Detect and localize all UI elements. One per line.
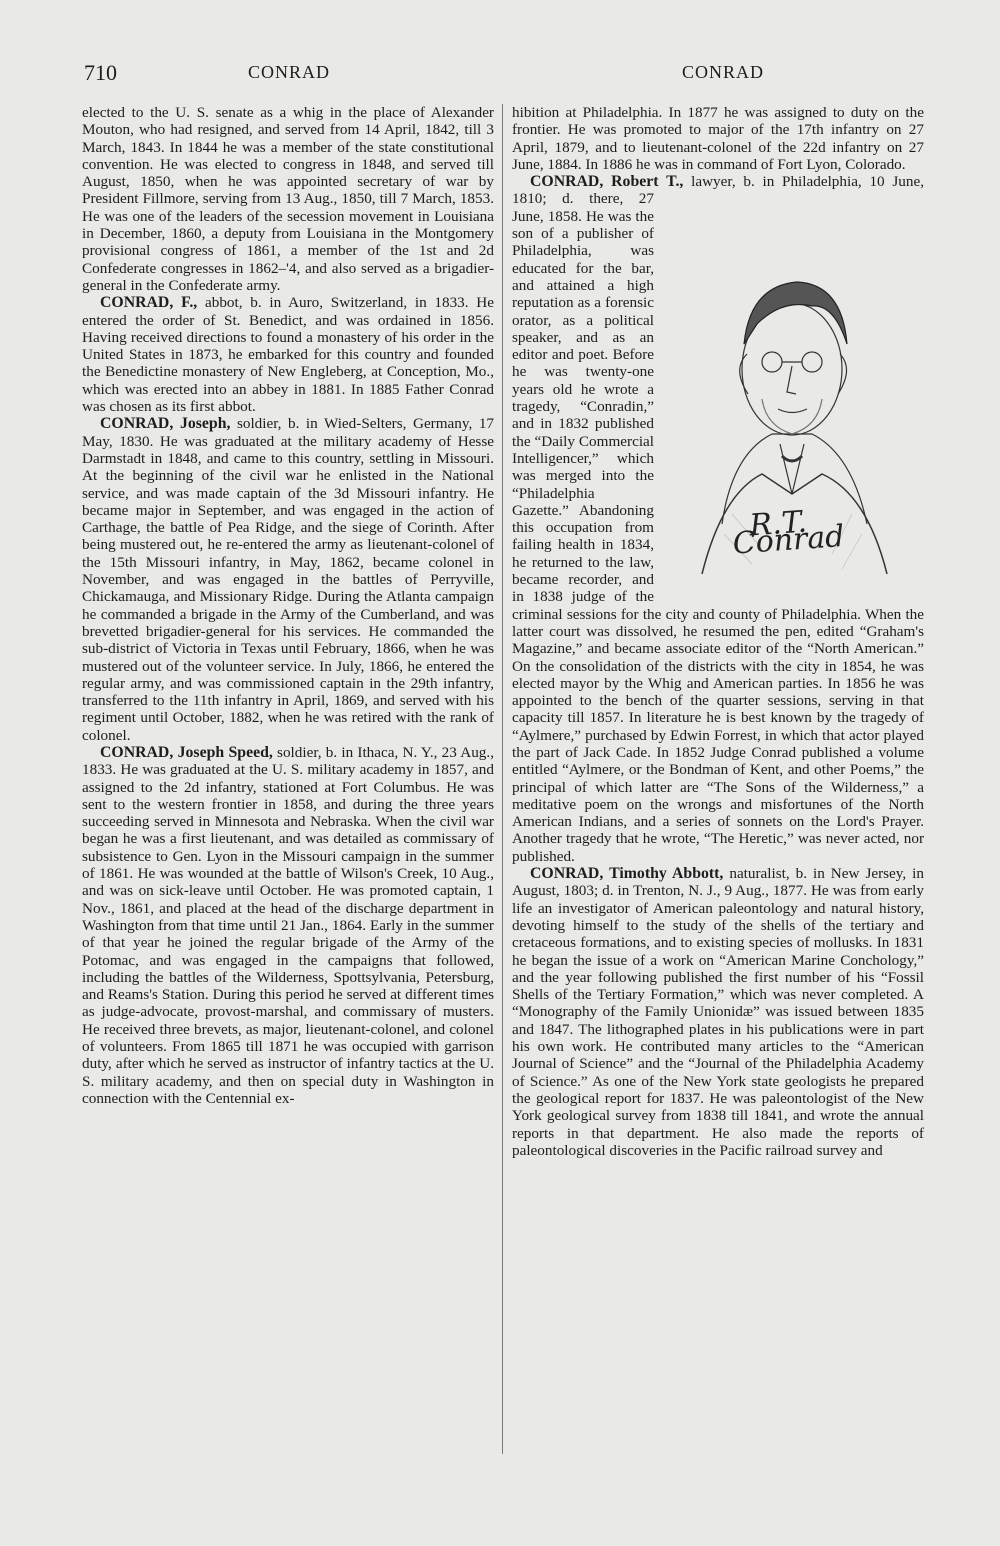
entry-conrad-timothy xyxy=(512,865,924,1159)
entry-conrad-robert xyxy=(512,173,924,865)
entry-headword: CONRAD, Joseph, xyxy=(100,415,231,433)
running-header xyxy=(72,60,928,90)
continued-entry: elected to the U. S. senate as a whig in the place of Alexander Mouton, who had resigned, and served from 14 April, 1842, till 3 March, 1843. In 1844 he was a member of the state constitutional convention. He was elected to congress in 1848, and served till August, 1850, when he was appointed secretary of war by President Fillmore, serving from 13 Aug., 1850, till 7 March, 1853. He was one of the leaders of the secession movement in Louisiana in December, 1860, a deputy from Louisiana in the Montgomery provisional congress of 1861, a member of the 1st and 2d Confederate congresses in 1862–'4, and also served as a brigadier-general in the Confederate army. xyxy=(82,104,494,294)
right-column xyxy=(512,104,924,1159)
page-number: 710 xyxy=(84,60,117,85)
continued-entry: hibition at Philadelphia. In 1877 he was assigned to duty on the frontier. He was promoted to major of the 17th infantry on 27 April, 1879, and to lieutenant-colonel of the 22d infantry on 27 June, 1884. In 1886 he was in command of Fort Lyon, Colorado. xyxy=(512,104,924,173)
entry-text: abbot, b. in Auro, Switzerland, in 1833. He entered the order of St. Benedict, and was ordained in 1856. Having received directions to found a monastery of his order in the United States in 1873, he embarked for this country and founded the Benedictine monastery of New Engleberg, at Conception, Mo., which was erected into an abbey in 1881. In 1885 Father Conrad was chosen as its first abbot. xyxy=(82,294,495,416)
entry-headword: CONRAD, Joseph Speed, xyxy=(100,743,273,761)
entry-headword: CONRAD, F., xyxy=(100,294,198,312)
right-running-title: CONRAD xyxy=(682,62,765,82)
portrait-engraving xyxy=(662,194,924,582)
entry-text: soldier, b. in Wied-Selters, Germany, 17 May, 1830. He was graduated at the military academy of Hesse Darmstadt in 1848, and came to this country, settling in Missouri. At the beginning of the civil war he enlisted in the National service, and was made captain of the 3d Missouri infantry. He became major in September, and was engaged in the action of Carthage, the battle of Pea Ridge, and the siege of Corinth. After being mustered out, he re-entered the army as lieutenant-colonel of the 15th Missouri infantry, in May, 1862, became colonel in November, and was engaged in the battles of Perryville, Chickamauga, and Missionary Ridge. During the Atlanta campaign he commanded a brigade in the Army of the Cumberland, and was brevetted brigadier-general for his services. He commanded the sub-district of Victoria in Texas until February, 1866, when he was mustered out of the volunteer service. In July, 1866, he entered the regular army, and was commissioned captain in the 29th infantry, transferred to the 11th infantry in April, 1869, and served with his regiment until October, 1882, when he was retired with the rank of colonel. xyxy=(82,415,495,744)
entry-text: lawyer, b. in Philadelphia, 10 June, 1810; d. there, 27 June, 1858. He was the son of a publisher of Philadelphia, was educated for the bar, and attained a high reputation as a forensic orator, as a political speaker, and as an editor and poet. Before he was twenty-one years old he wrote a tragedy, “Conradin,” and in 1832 published the “Daily Commercial Intelligencer,” which was merged into the “Philadelphia Gazette.” Abandoning this occupation from failing health in 1834, he returned to the law, became recorder, and in 1838 judge of the criminal sessions for the city and county of Philadelphia. When the latter court was dissolved, he resumed the pen, edited “Graham's Magazine,” and became associate editor of the “North American.” On the consolidation of the districts with the city in 1854, he was elected mayor by the Whig and American parties. In 1856 he was appointed to the bench of the quarter sessions, serving in that capacity till 1857. In literature he is best known by the tragedy of “Aylmere,” purchased by Edwin Forrest, in which that actor played the part of Jack Cade. In 1852 Judge Conrad published a volume entitled “Aylmere, or the Bondman of Kent, and other Poems,” the principal of which latter are “The Sons of the Wilderness,” a meditative poem on the wrongs and misfortunes of the North American Indians, and a series of sonnets on the Lord's Prayer. Another tragedy that he wrote, “The Heretic,” was never acted, nor published. xyxy=(512,173,925,865)
signature: R.T. Conrad xyxy=(731,504,846,563)
entry-conrad-f xyxy=(82,294,494,415)
entry-text: soldier, b. in Ithaca, N. Y., 23 Aug., 1833. He was graduated at the U. S. military academy in 1857, and assigned to the 2d infantry, stationed at Fort Columbus. He was sent to the western frontier in 1858, and during the three years succeeding served in Minnesota and Nebraska. When the civil war began he was a first lieutenant, and was detailed as commissary of subsistence to Gen. Lyon in the Missouri campaign in the summer of 1861. He was wounded at the battle of Wilson's Creek, 10 Aug., and was on sick-leave until October. He was promoted captain, 1 Nov., 1861, and placed at the head of the discharge department in Washington from that time until 21 Jan., 1864. Early in the summer of that year he joined the regular brigade of the Army of the Potomac, and was engaged in the campaigns that followed, including the battles of the Wilderness, Spottsylvania, Petersburg, and Reams's Station. During this period he served at different times as judge-advocate, provost-marshal, and commissary of musters. He received three brevets, as major, lieutenant-colonel, and colonel of volunteers. From 1865 till 1871 he was occupied with garrison duty, after which he served as instructor of infantry tactics at the U. S. military academy, and then on special duty in Washington in connection with the Centennial ex- xyxy=(82,743,494,1107)
column-divider xyxy=(502,104,503,1454)
entry-text: naturalist, b. in New Jersey, in August, 1803; d. in Trenton, N. J., 9 Aug., 1877. He was from early life an investigator of American paleontology and natural history, devoting himself to the study of the shells of the tertiary and cretaceous formations, and to existing species of mollusks. In 1831 he began the issue of a work on “American Marine Conchology,” and the year following published the first number of his “Fossil Shells of the Tertiary Formation,” which was never completed. A “Monography of the Family Unionidæ” was issued between 1835 and 1847. The lithographed plates in his publications were in part his own work. He contributed many articles to the “American Journal of Science” and the “Journal of the Philadelphia Academy of Science.” As one of the New York state geologists he prepared the geological report for 1837. He was paleontologist of the New York geological survey from 1838 till 1841, and wrote the annual reports in that department. He also made the reports of paleontological discoveries in the Pacific railroad survey and xyxy=(512,865,924,1159)
entry-conrad-joseph xyxy=(82,415,494,744)
entry-headword: CONRAD, Robert T., xyxy=(530,173,684,191)
left-running-title: CONRAD xyxy=(248,62,331,82)
entry-headword: CONRAD, Timothy Abbott, xyxy=(530,865,724,883)
left-column xyxy=(82,104,494,1107)
entry-conrad-joseph-speed xyxy=(82,744,494,1107)
